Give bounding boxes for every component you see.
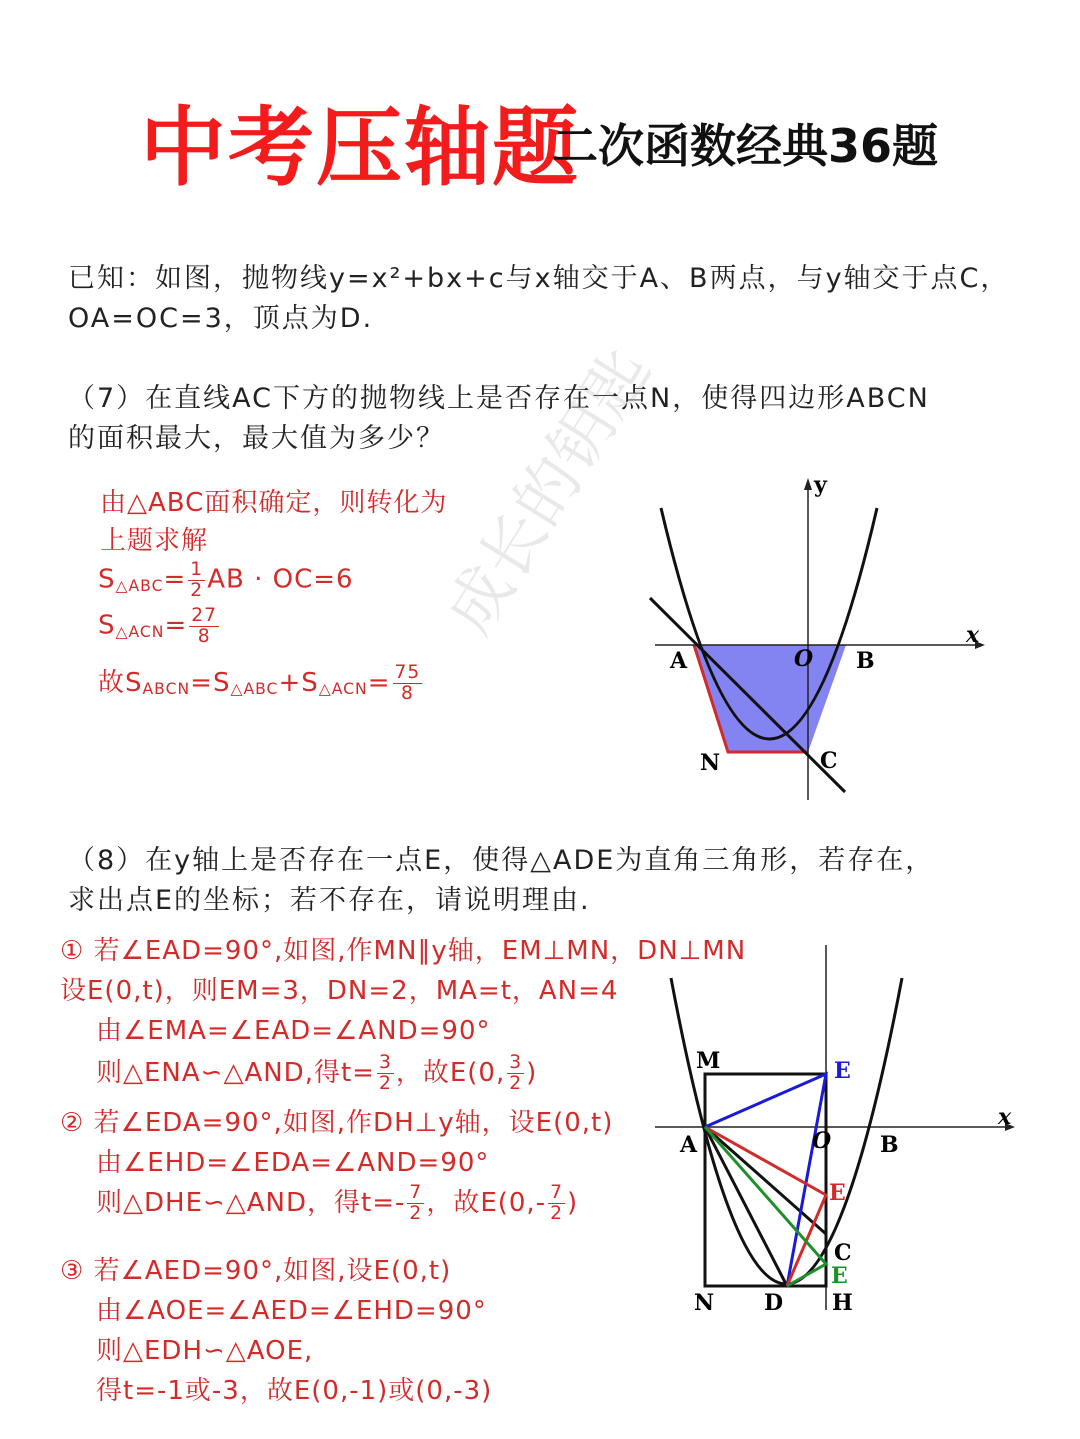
q7-area-acn: $S_{\triangle ACN}=$ $\frac{27}{8}$: [98, 605, 218, 647]
page-subtitle: 二次函数经典36题: [552, 119, 939, 173]
figure-2-label-e-top: E: [834, 1058, 851, 1084]
figure-2-label-e-mid: E: [829, 1180, 846, 1206]
q8-case3-line-4: 得t=-1或-3，故E(0,-1)或(0,-3): [96, 1376, 493, 1406]
figure-2-label-h: H: [832, 1290, 853, 1316]
q7-line-2: 的面积最大，最大值为多少？: [68, 423, 445, 454]
q8-case3-line-3: 则△EDH∽△AOE,: [96, 1336, 314, 1366]
figure-2: [640, 940, 1020, 1320]
q8-case2-line-3: 则△DHE∽△AND，得t=- $\frac{7}{2}$ ，故E(0,- $\frac{7}{2}$ ): [96, 1182, 579, 1224]
page-title: 中考压轴题: [140, 98, 580, 198]
figure-2-label-m: M: [696, 1048, 721, 1074]
figure-2-label-n: N: [694, 1290, 715, 1316]
figure-2-label-d: D: [764, 1290, 784, 1316]
q7-area-total: 故$S_{ABCN}=S_{\triangle ABC}+S_{\triangle ACN}=$ $\frac{75}{8}$: [98, 662, 421, 704]
figure-1-label-y: y: [814, 472, 827, 498]
figure-1-label-c: C: [820, 748, 838, 774]
figure-2-green-triangle: [705, 1127, 826, 1286]
figure-2-label-x: x: [998, 1104, 1012, 1130]
q8-case1-line-2: 设E(0,t)，则EM=3，DN=2，MA=t，AN=4: [60, 976, 619, 1006]
given-line-2: OA=OC=3，顶点为D.: [68, 303, 374, 334]
q8-case1-line-4: 则△ENA∽△AND,得t= $\frac{3}{2}$ ，故E(0, $\frac{3}{2}$ ): [96, 1052, 538, 1094]
q8-case3-line-2: 由∠AOE=∠AED=∠EHD=90°: [96, 1296, 487, 1326]
q8-case1-line-3: 由∠EMA=∠EAD=∠AND=90°: [96, 1016, 491, 1046]
q8-case2-line-2: 由∠EHD=∠EDA=∠AND=90°: [96, 1148, 490, 1178]
figure-2-label-o: O: [812, 1128, 832, 1154]
figure-1-label-a: A: [670, 648, 688, 674]
watermark: 成长的钥匙: [432, 336, 666, 648]
figure-1-y-arrow-icon: [804, 478, 812, 490]
q8-case1-line-1: ① 若∠EAD=90°,如图,作MN∥y轴，EM⊥MN，DN⊥MN: [60, 936, 747, 966]
figure-1-label-o: O: [794, 646, 814, 672]
figure-2-label-b: B: [880, 1132, 899, 1158]
q8-line-2: 求出点E的坐标；若不存在，请说明理由.: [68, 885, 591, 916]
figure-2-label-a: A: [680, 1132, 698, 1158]
figure-1-label-x: x: [966, 622, 980, 648]
figure-2-red-triangle: [705, 1127, 826, 1286]
figure-1-label-b: B: [856, 648, 875, 674]
given-line-1: 已知：如图，抛物线y=x²+bx+c与x轴交于A、B两点，与y轴交于点C，: [68, 263, 1010, 294]
q8-case2-line-1: ② 若∠EDA=90°,如图,作DH⊥y轴，设E(0,t): [60, 1108, 614, 1138]
q7-solution-line-1: 由△ABC面积确定，则转化为: [100, 488, 448, 518]
q8-case3-line-1: ③ 若∠AED=90°,如图,设E(0,t): [60, 1256, 452, 1286]
q7-solution-line-2: 上题求解: [100, 526, 209, 556]
figure-2-label-c: C: [834, 1240, 852, 1266]
q8-line-1: （8）在y轴上是否存在一点E，使得△ADE为直角三角形，若存在，: [68, 845, 935, 876]
q7-area-abc: $S_{\triangle ABC}=$ $\frac{1}{2}$ AB · OC=6: [98, 559, 354, 601]
figure-1: [640, 470, 1000, 810]
q7-line-1: （7）在直线AC下方的抛物线上是否存在一点N，使得四边形ABCN: [68, 383, 930, 414]
figure-2-label-e-low: E: [831, 1263, 848, 1289]
figure-1-shaded-quad: [694, 645, 846, 752]
figure-1-label-n: N: [700, 750, 721, 776]
